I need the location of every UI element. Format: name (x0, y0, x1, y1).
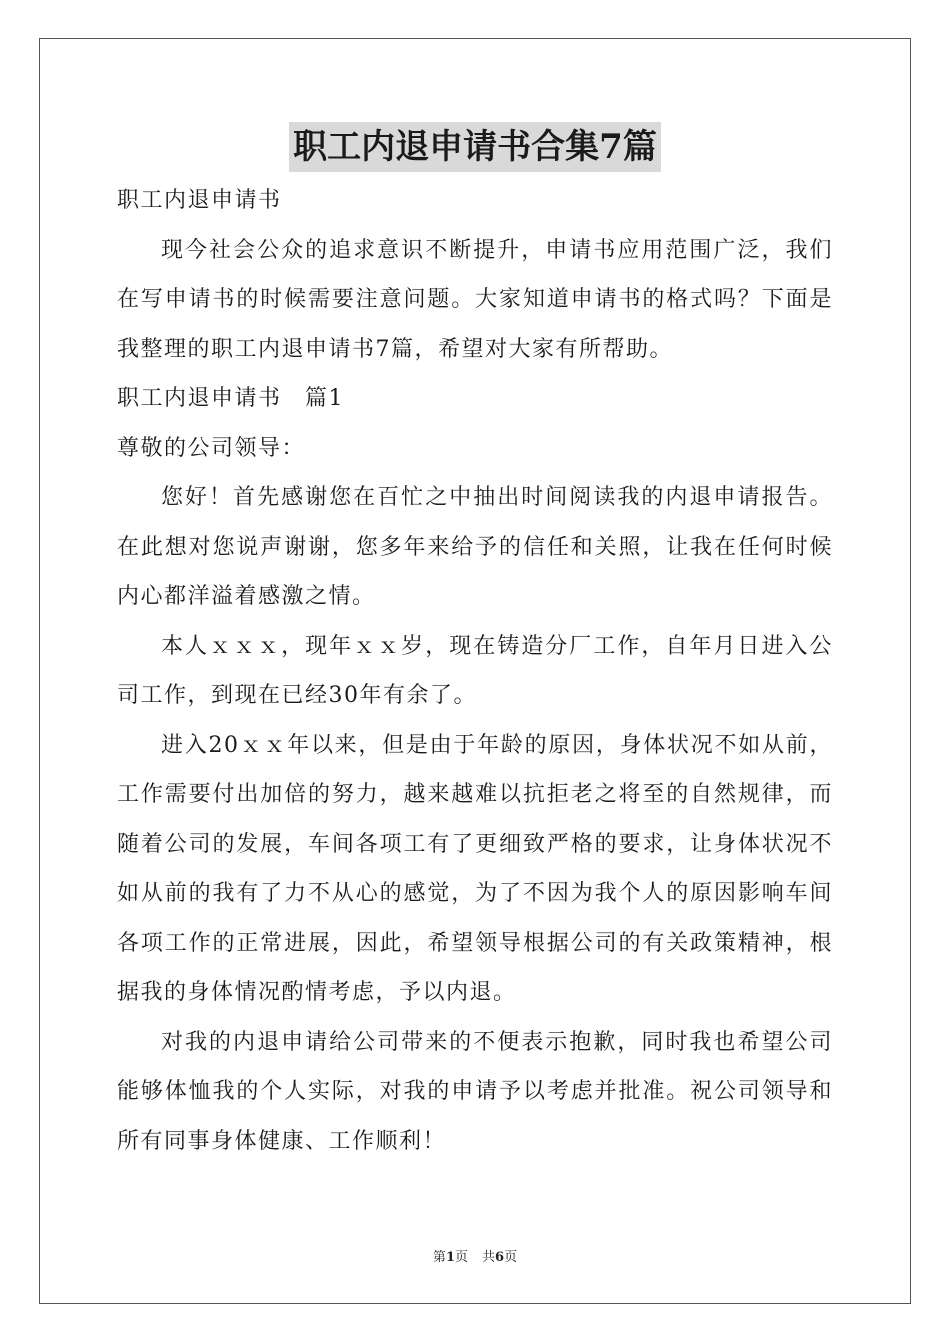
paragraph-reason: 进入20ｘｘ年以来，但是由于年龄的原因，身体状况不如从前，工作需要付出加倍的努力，越来越难以抗拒老之将至的自然规律，而随着公司的发展，车间各项工有了更细致严格的要求，让身体状况不如从前的我有了力不从心的感觉，为了不因为我个人的原因影响车间各项工作的正常进展，因此，希望领导根据公司的有关政策精神，根据我的身体情况酌情考虑，予以内退。 (117, 732, 833, 1005)
footer-page-prefix: 第 (432, 1250, 446, 1265)
paragraph-greeting: 您好！首先感谢您在百忙之中抽出时间阅读我的内退申请报告。在此想对您说声谢谢，您多年来给予的信任和关照，让我在任何时候内心都洋溢着感激之情。 (117, 485, 833, 609)
page-footer (0, 1246, 950, 1265)
document-body (117, 176, 833, 1166)
title-wrap (0, 122, 950, 172)
footer-total-unit: 页 (504, 1250, 518, 1265)
paragraph-intro: 现今社会公众的追求意识不断提升，申请书应用范围广泛，我们在写申请书的时候需要注意问题。大家知道申请书的格式吗？下面是我整理的职工内退申请书7篇，希望对大家有所帮助。 (117, 237, 833, 362)
document-title: 职工内退申请书合集7篇 (289, 122, 661, 172)
section-heading: 职工内退申请书 篇1 (117, 386, 344, 411)
paragraph-closing: 对我的内退申请给公司带来的不便表示抱歉，同时我也希望公司能够体恤我的个人实际，对我的申请予以考虑并批准。祝公司领导和所有同事身体健康、工作顺利！ (117, 1029, 833, 1154)
paragraph-heading: 职工内退申请书 (117, 188, 282, 213)
footer-total-prefix: 共 (482, 1250, 496, 1265)
footer-page-unit: 页 (454, 1250, 468, 1265)
footer-page-total: 6 (495, 1250, 505, 1265)
salutation: 尊敬的公司领导： (117, 435, 306, 461)
paragraph-self-intro: 本人ｘｘｘ，现年ｘｘ岁，现在铸造分厂工作，自年月日进入公司工作，到现在已经30年有余了。 (117, 633, 833, 708)
footer-page-current: 1 (445, 1250, 455, 1265)
